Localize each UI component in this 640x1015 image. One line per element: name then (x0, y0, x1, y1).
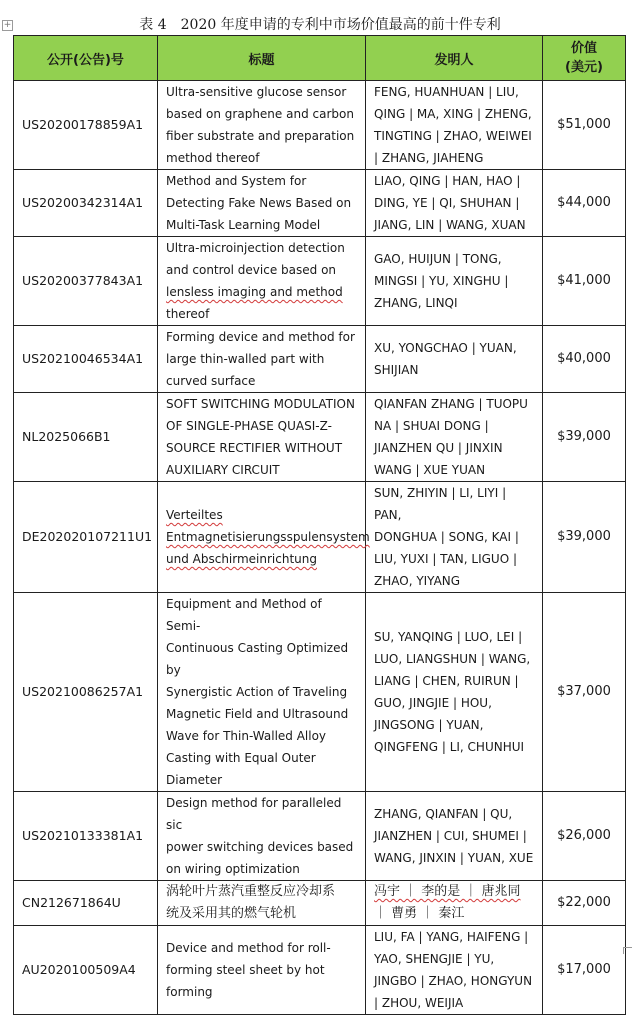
cell-inventors (366, 593, 543, 792)
cell-inventors (366, 926, 543, 1015)
cell-title (158, 81, 366, 170)
title-line: Magnetic Field and Ultrasound (166, 707, 349, 721)
cell-value: $40,000 (543, 326, 626, 393)
inventors-line: MINGSI | YU, XINGHU | (374, 274, 509, 288)
title-line: and control device based on (166, 263, 337, 277)
cell-value: $51,000 (543, 81, 626, 170)
cell-value: $41,000 (543, 237, 626, 326)
header-title: 标题 (158, 36, 366, 81)
title-line: Wave for Thin-Walled Alloy (166, 729, 327, 743)
inventors-line: ZHANG, LINQI (374, 296, 458, 310)
cell-inventors (366, 326, 543, 393)
inventors-line: ZHANG, QIANFAN | QU, (374, 807, 513, 821)
inventors-line: LIU, YUXI | TAN, LIGUO | (374, 552, 518, 566)
table-row (14, 881, 626, 926)
title-line: thereof (166, 307, 210, 321)
cell-inventors (366, 170, 543, 237)
resize-corner[interactable] (623, 947, 632, 954)
cell-patent-number: US20200178859A1 (14, 81, 158, 170)
title-line: power switching devices based (166, 840, 354, 854)
inventors-line: QINGFENG | LI, CHUNHUI (374, 740, 525, 754)
title-line: Detecting Fake News Based on (166, 196, 352, 210)
inventors-line: 冯宇 ｜ 李的是 ｜ 唐兆同 (374, 884, 521, 899)
cell-patent-number: US20200377843A1 (14, 237, 158, 326)
cell-title (158, 170, 366, 237)
title-line: 统及采用其的燃气轮机 (166, 906, 297, 921)
cell-inventors (366, 81, 543, 170)
title-line: Entmagnetisierungsspulensystem (166, 530, 370, 544)
inventors-line: QING | MA, XING | ZHENG, (374, 107, 532, 121)
table-row (14, 237, 626, 326)
table-move-handle-icon[interactable]: + (3, 20, 12, 30)
table-row (14, 326, 626, 393)
cell-inventors (366, 792, 543, 881)
inventors-line: LUO, LIANGSHUN | WANG, (374, 652, 531, 666)
cell-title (158, 881, 366, 926)
title-line: SOFT SWITCHING MODULATION (166, 397, 355, 411)
inventors-line: JINGBO | ZHAO, HONGYUN (374, 974, 533, 988)
cell-inventors (366, 237, 543, 326)
cell-title (158, 237, 366, 326)
inventors-line: LIU, FA | YANG, HAIFENG | (374, 930, 529, 944)
cell-patent-number: US20200342314A1 (14, 170, 158, 237)
title-line: und Abschirmeinrichtung (166, 552, 317, 566)
inventors-line: NA | SHUAI DONG | (374, 419, 489, 433)
cell-value: $37,000 (543, 593, 626, 792)
inventors-line: SU, YANQING | LUO, LEI | (374, 630, 523, 644)
cell-value: $22,000 (543, 881, 626, 926)
inventors-line: QIANFAN ZHANG | TUOPU (374, 397, 528, 411)
cell-inventors (366, 393, 543, 482)
header-value: 价值 (美元) (543, 36, 626, 81)
title-line: forming steel sheet by hot (166, 963, 325, 977)
cell-value: $44,000 (543, 170, 626, 237)
title-line: fiber substrate and preparation (166, 129, 355, 143)
cell-patent-number: NL2025066B1 (14, 393, 158, 482)
inventors-line: JIANZHEN | CUI, SHUMEI | (374, 829, 527, 843)
table-row (14, 393, 626, 482)
table-caption: 表 4 2020 年度申请的专利中市场价值最高的前十件专利 (139, 17, 501, 33)
title-line: Forming device and method for (166, 330, 355, 344)
inventors-line: JINGSONG | YUAN, (374, 718, 484, 732)
table-row (14, 926, 626, 1015)
title-line: Method and System for (166, 174, 307, 188)
title-line: OF SINGLE-PHASE QUASI-Z- (166, 419, 332, 433)
title-line: forming (166, 985, 213, 999)
table-row (14, 482, 626, 593)
title-line: Continuous Casting Optimized by (166, 641, 349, 677)
inventors-line: ZHAO, YIYANG (374, 574, 461, 588)
title-line: 涡轮叶片蒸汽重整反应冷却系 (166, 884, 336, 899)
inventors-line: ｜ 曹勇 ｜ 秦江 (374, 906, 465, 921)
header-number: 公开(公告)号 (14, 36, 158, 81)
title-line: lensless imaging and method (166, 285, 343, 299)
inventors-line: DING, YE | QI, SHUHAN | (374, 196, 520, 210)
table-row (14, 81, 626, 170)
title-line: large thin-walled part with (166, 352, 325, 366)
inventors-line: | ZHOU, WEIJIA (374, 996, 464, 1010)
header-inventors: 发明人 (366, 36, 543, 81)
table-row (14, 593, 626, 792)
cell-title (158, 482, 370, 593)
title-line: Equipment and Method of Semi- (166, 597, 322, 633)
inventors-line: GAO, HUIJUN | TONG, (374, 252, 502, 266)
inventors-line: XU, YONGCHAO | YUAN, (374, 341, 517, 355)
inventors-line: JIANZHEN QU | JINXIN (374, 441, 503, 455)
table-row (14, 792, 626, 881)
table-row (14, 170, 626, 237)
title-line: based on graphene and carbon (166, 107, 354, 121)
inventors-line: WANG | XUE YUAN (374, 463, 486, 477)
title-line: Ultra-microinjection detection (166, 241, 345, 255)
title-line: on wiring optimization (166, 862, 300, 876)
inventors-line: GUO, JINGJIE | HOU, (374, 696, 492, 710)
inventors-line: LIAO, QING | HAN, HAO | (374, 174, 521, 188)
table-header-row (14, 36, 626, 81)
title-line: SOURCE RECTIFIER WITHOUT (166, 441, 343, 455)
title-line: Multi-Task Learning Model (166, 218, 321, 232)
inventors-line: WANG, JINXIN | YUAN, XUE (374, 851, 534, 865)
cell-inventors (366, 881, 543, 926)
title-line: Ultra-sensitive glucose sensor (166, 85, 347, 99)
cell-patent-number: US20210046534A1 (14, 326, 158, 393)
cell-patent-number: AU2020100509A4 (14, 926, 158, 1015)
inventors-line: SHIJIAN (374, 363, 419, 377)
cell-title (158, 326, 366, 393)
inventors-line: DONGHUA | SONG, KAI | (374, 530, 519, 544)
title-line: Design method for paralleled sic (166, 796, 342, 832)
cell-patent-number: US20210133381A1 (14, 792, 158, 881)
cell-title (158, 926, 366, 1015)
inventors-line: FENG, HUANHUAN | LIU, (374, 85, 519, 99)
cell-value: $26,000 (543, 792, 626, 881)
title-line: Diameter (166, 773, 223, 787)
inventors-line: YAO, SHENGJIE | YU, (374, 952, 495, 966)
cell-value: $39,000 (543, 393, 626, 482)
cell-patent-number: US20210086257A1 (14, 593, 158, 792)
title-line: Synergistic Action of Traveling (166, 685, 348, 699)
title-line: AUXILIARY CIRCUIT (166, 463, 280, 477)
title-line: method thereof (166, 151, 260, 165)
inventors-line: SUN, ZHIYIN | LI, LIYI | PAN, (374, 486, 507, 522)
cell-value: $17,000 (543, 926, 626, 1015)
cell-patent-number: DE202020107211U1 (14, 482, 158, 593)
title-line: Device and method for roll- (166, 941, 331, 955)
cell-inventors (366, 482, 543, 593)
inventors-line: JIANG, LIN | WANG, XUAN (374, 218, 526, 232)
cell-value: $39,000 (543, 482, 626, 593)
inventors-line: LIANG | CHEN, RUIRUN | (374, 674, 519, 688)
inventors-line: TINGTING | ZHAO, WEIWEI (374, 129, 532, 143)
title-line: curved surface (166, 374, 256, 388)
patent-value-table (13, 35, 626, 1015)
cell-patent-number: CN212671864U (14, 881, 158, 926)
title-line: Verteiltes (166, 508, 223, 522)
cell-title (158, 593, 366, 792)
cell-title (158, 792, 366, 881)
title-line: Casting with Equal Outer (166, 751, 316, 765)
cell-title (158, 393, 366, 482)
inventors-line: | ZHANG, JIAHENG (374, 151, 484, 165)
